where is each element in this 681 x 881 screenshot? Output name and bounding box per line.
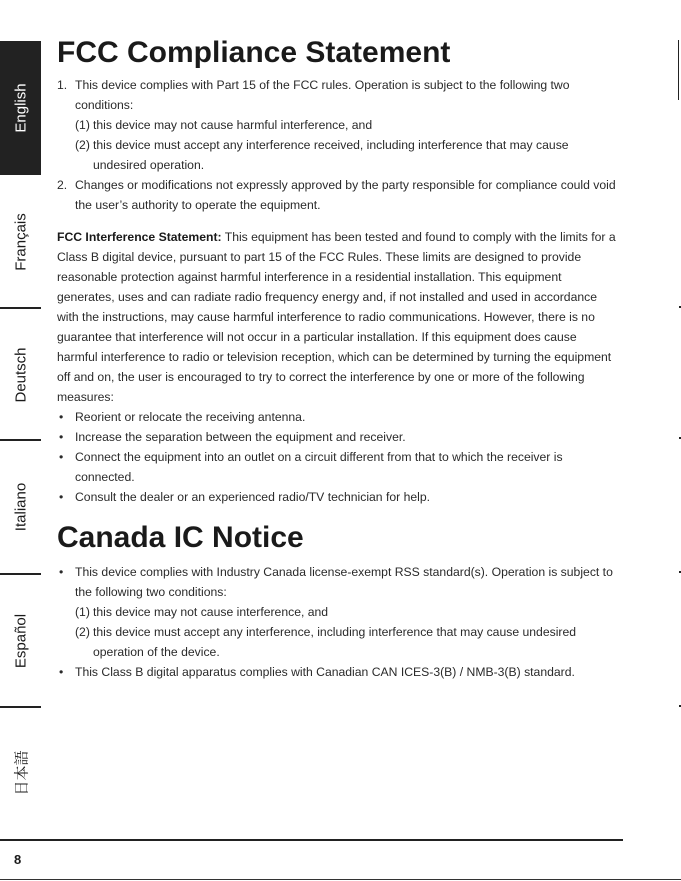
page-bottom-edge: [0, 879, 681, 880]
bullet-icon: •: [59, 565, 64, 579]
fcc-title: FCC Compliance Statement: [57, 36, 451, 69]
fcc-numbered-list: [57, 75, 617, 215]
canada-bullet-2-text: This Class B digital apparatus complies with Canadian CAN ICES-3(B) / NMB-3(B) standard.: [75, 665, 575, 679]
list-number: 1.: [57, 78, 68, 92]
interference-label: FCC Interference Statement:: [57, 230, 222, 244]
fcc-measures-list: [57, 407, 617, 507]
canada-list: [57, 562, 617, 682]
list-number: (2): [75, 138, 90, 152]
bullet-icon: •: [59, 450, 64, 464]
tab-label-espanol: Español: [12, 613, 29, 669]
measure-text: Consult the dealer or an experienced radio/TV technician for help.: [75, 490, 431, 504]
tab-english[interactable]: [0, 41, 41, 175]
fcc-item-1-text: This device complies with Part 15 of the FCC rules. Operation is subject to the following two conditions:: [75, 78, 570, 112]
list-item: [57, 487, 617, 507]
list-number: (2): [75, 625, 90, 639]
tab-deutsch[interactable]: [0, 309, 41, 440]
fcc-item-2: [57, 175, 617, 215]
list-item: [57, 562, 617, 602]
tab-label-deutsch: Deutsch: [12, 346, 29, 403]
canada-condition-1-text: this device may not cause interference, and: [93, 605, 329, 619]
measure-text: Connect the equipment into an outlet on a circuit different from that to which the receiver is connected.: [75, 450, 563, 484]
interference-text: This equipment has been tested and found to comply with the limits for a Class B digital device, pursuant to part 15 of the FCC Rules. These limits are designed to provide reasonable protection against harmful interference in a residential installation. This equipment generates, uses and can radiate radio frequency energy and, if not installed and used in accordance with the instructions, may cause harmful interference to radio communications. However, there is no guarantee that interference will not occur in a particular installation. If this equipment does cause harmful interference to radio or television reception, which can be determined by turning the equipment off and on, the user is encouraged to try to correct the interference by one or more of the following measures:: [57, 230, 616, 404]
fcc-item-1: [57, 75, 617, 115]
tab-espanol[interactable]: [0, 575, 41, 707]
measure-text: Reorient or relocate the receiving antenna.: [75, 410, 306, 424]
canada-title: Canada IC Notice: [57, 521, 304, 554]
bullet-icon: •: [59, 490, 64, 504]
fcc-condition-2-text: this device must accept any interference received, including interference that may cause undesired operation.: [93, 138, 569, 172]
fcc-item-2-text: Changes or modifications not expressly approved by the party responsible for compliance could void the user’s authority to operate the equipment.: [75, 178, 616, 212]
list-number: 2.: [57, 178, 68, 192]
fcc-condition-2: [57, 135, 617, 175]
bullet-icon: •: [59, 410, 64, 424]
tab-label-italiano: Italiano: [12, 482, 29, 532]
page-number: 8: [14, 852, 22, 867]
canada-condition-2-text: this device must accept any interference, including interference that may cause undesired operation of the device.: [93, 625, 577, 659]
canada-condition-1: [57, 602, 617, 622]
list-item: [57, 662, 617, 682]
tab-italiano[interactable]: [0, 441, 41, 573]
tab-label-japanese: 日本語: [13, 750, 30, 796]
list-item: [57, 407, 617, 427]
canada-bullet-1-text: This device complies with Industry Canada license-exempt RSS standard(s). Operation is subject to the following two conditions:: [75, 565, 613, 599]
fcc-condition-1-text: this device may not cause harmful interference, and: [93, 118, 373, 132]
list-number: (1): [75, 605, 90, 619]
tab-label-english: English: [12, 83, 29, 133]
fcc-condition-1: [57, 115, 617, 135]
main-content: [57, 35, 617, 682]
list-item: [57, 427, 617, 447]
list-item: [57, 447, 617, 487]
list-number: (1): [75, 118, 90, 132]
footer-divider: [0, 839, 623, 841]
crop-edge-line: [678, 40, 679, 100]
canada-condition-2: [57, 622, 617, 662]
tab-label-francais: Français: [12, 212, 29, 271]
bullet-icon: •: [59, 430, 64, 444]
tab-japanese[interactable]: [0, 708, 41, 838]
bullet-icon: •: [59, 665, 64, 679]
tab-francais[interactable]: [0, 175, 41, 308]
fcc-interference-statement: [57, 227, 617, 407]
measure-text: Increase the separation between the equipment and receiver.: [75, 430, 406, 444]
